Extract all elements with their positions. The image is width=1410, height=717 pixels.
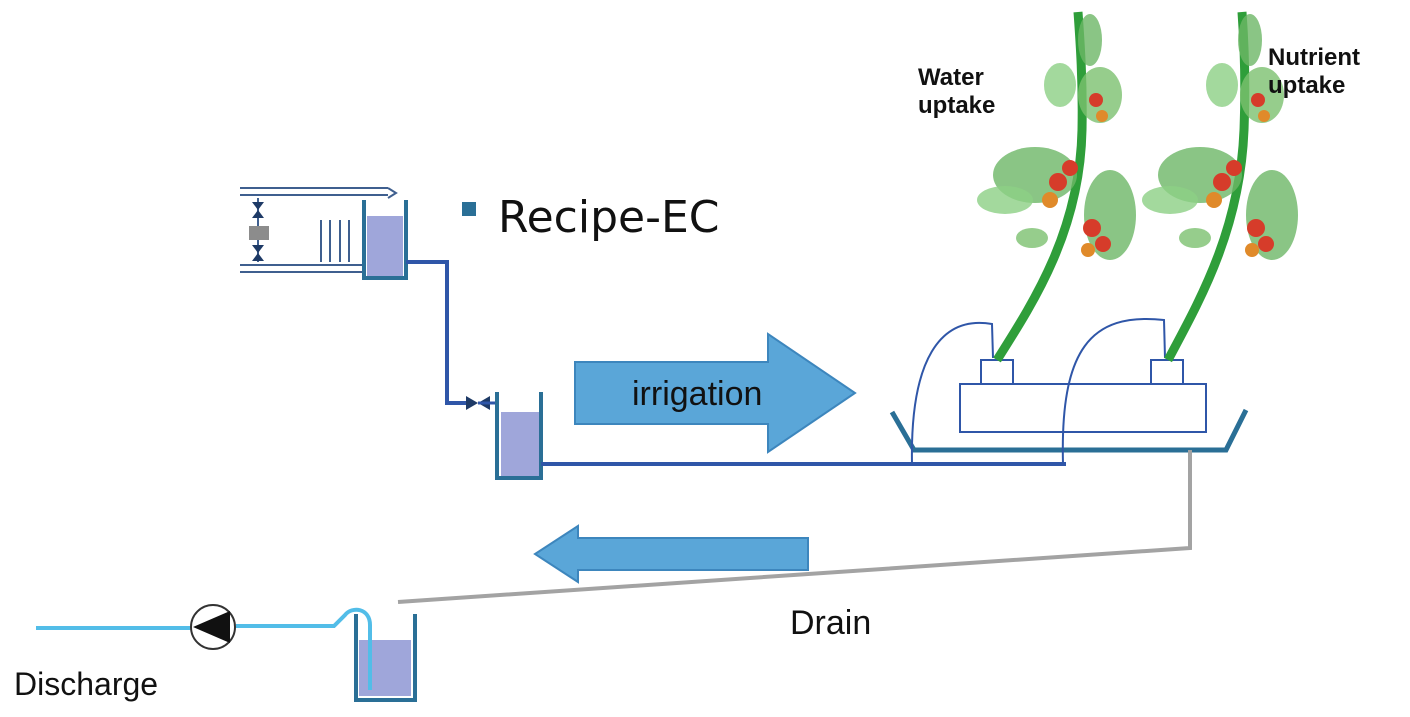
drain-arrow-icon bbox=[535, 526, 808, 582]
cube-right bbox=[1151, 360, 1183, 384]
nutrient-uptake-label: Nutrient uptake bbox=[1268, 44, 1360, 99]
gutter bbox=[892, 319, 1246, 464]
feed-pipe bbox=[406, 262, 470, 403]
mix-tank bbox=[367, 216, 403, 276]
drain-tank bbox=[359, 640, 411, 696]
mix-valve-bottom-icon bbox=[252, 245, 264, 253]
growing-slab bbox=[960, 384, 1206, 432]
discharge-label: Discharge bbox=[14, 666, 159, 702]
recipe-ec-label: Recipe-EC bbox=[498, 192, 720, 243]
cube-left bbox=[981, 360, 1013, 384]
recipe-bullet-icon bbox=[462, 202, 476, 216]
drain-label: Drain bbox=[790, 604, 872, 642]
mix-pump-icon bbox=[249, 226, 269, 240]
irrigation-label: irrigation bbox=[632, 375, 763, 413]
mix-valve-top-icon bbox=[252, 202, 264, 210]
mixing-unit bbox=[240, 188, 406, 278]
irrigation-tank bbox=[501, 412, 539, 476]
water-uptake-label: Water uptake bbox=[918, 64, 996, 119]
discharge-pump-icon bbox=[191, 605, 235, 649]
feed-valve-icon bbox=[466, 396, 478, 410]
discharge-pipe bbox=[236, 610, 370, 690]
